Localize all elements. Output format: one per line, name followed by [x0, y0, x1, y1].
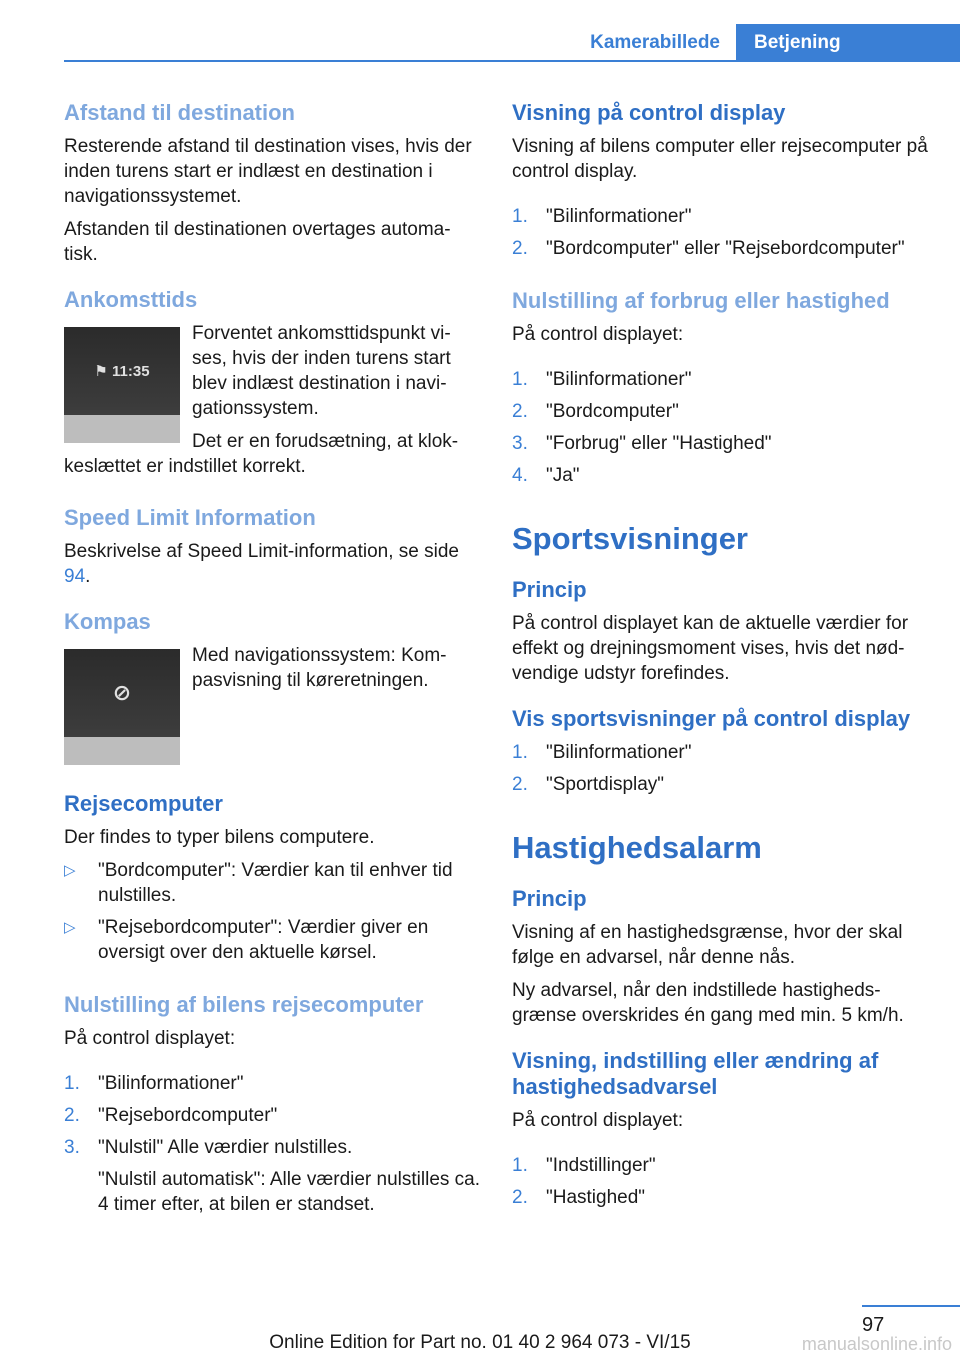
left-column: [64, 100, 480, 1224]
heading-princip-alarm: Princip: [512, 886, 587, 911]
heading-hastighedsalarm: Hastighedsalarm: [512, 830, 762, 865]
ankomsttids-image: [64, 327, 180, 443]
list-item: 1. "Indstillinger": [512, 1155, 656, 1176]
heading-visning-control: Visning på control display: [512, 100, 786, 125]
header-tab-section[interactable]: Kamerabillede: [590, 31, 720, 53]
arrival-time-readout: 11:35: [112, 362, 150, 380]
ankomsttids-text-2: Det er en forudsætning, at klok-keslættet er indstillet korrekt.: [64, 431, 459, 477]
afstand-text-1: Resterende afstand til destination vises, hvis der inden turens start er indlæst en destination i navigationssystemet.: [64, 136, 472, 207]
footer-edition: Online Edition for Part no. 01 40 2 964 073 - VI/15: [269, 1332, 691, 1353]
nulstilling-rejse-steps: [64, 1071, 480, 1217]
ankomsttids-text-1: Forventet ankomsttidspunkt vi-ses, hvis der inden turens start blev indlæst destination i navi-gationssystem.: [192, 323, 451, 419]
heading-princip-sport: Princip: [512, 577, 587, 602]
list-item: 2. "Hastighed": [512, 1187, 646, 1208]
nulstilling-forbrug-intro: På control displayet:: [512, 324, 684, 345]
step-extra-note: "Nulstil automatisk": Alle værdier nulstilles ca. 4 timer efter, at bilen er standset.: [98, 1169, 481, 1215]
flag-icon: ⚑: [94, 363, 113, 380]
triangle-bullet-icon: ▷: [64, 919, 76, 936]
list-item: 3. "Nulstil" Alle værdier nulstilles. "Nulstil automatisk": Alle værdier nulstilles ca. 4 timer efter, at bilen er standset.: [64, 1137, 481, 1215]
princip-sport-text: På control displayet kan de aktuelle værdier for effekt og drejningsmoment vises, hvis det nød-vendige udstyr forefindes.: [512, 613, 909, 684]
list-item: 2. "Rejsebordcomputer": [64, 1105, 278, 1126]
heading-speed-limit: Speed Limit Information: [64, 505, 316, 530]
kompas-text: Med navigationssystem: Kom-pasvisning til køreretningen.: [192, 645, 447, 691]
kompas-image: [64, 649, 180, 765]
header-tab-active[interactable]: Betjening: [736, 24, 960, 61]
list-item: 2. "Bordcomputer" eller "Rejsebordcomputer": [512, 238, 905, 259]
list-item: 2. "Bordcomputer": [512, 401, 679, 422]
list-item: 3. "Forbrug" eller "Hastighed": [512, 433, 772, 454]
hastighedsadvarsel-intro: På control displayet:: [512, 1110, 684, 1131]
afstand-text-2: Afstanden til destinationen overtages automa-tisk.: [64, 219, 451, 265]
heading-kompas: Kompas: [64, 609, 151, 634]
visning-control-steps: [512, 204, 932, 261]
heading-rejsecomputer: Rejsecomputer: [64, 791, 223, 816]
rejsecomputer-text: Der findes to typer bilens computere.: [64, 827, 375, 848]
princip-alarm-text-2: Ny advarsel, når den indstillede hastigheds-grænse overskrides én gang med min. 5 km/h.: [512, 980, 904, 1026]
list-item: 1. "Bilinformationer": [512, 206, 692, 227]
heading-nulstilling-rejse: Nulstilling af bilens rejsecomputer: [64, 992, 424, 1017]
list-item: ▷ "Rejsebordcomputer": Værdier giver en oversigt over den aktuelle kørsel.: [64, 917, 429, 963]
list-item: 1. "Bilinformationer": [512, 369, 692, 390]
heading-ankomsttids: Ankomsttids: [64, 287, 198, 312]
compass-icon: ⊘: [112, 680, 132, 705]
rejsecomputer-bullets: [64, 858, 480, 965]
speed-limit-text: Beskrivelse af Speed Limit-information, se side 94.: [64, 541, 459, 587]
nulstilling-rejse-intro: På control displayet:: [64, 1028, 236, 1049]
list-item: ▷ "Bordcomputer": Værdier kan til enhver tid nulstilles.: [64, 860, 453, 906]
visning-control-text: Visning af bilens computer eller rejsecomputer på control display.: [512, 136, 928, 182]
watermark: manualsonline.info: [801, 1334, 952, 1354]
hastighedsadvarsel-steps: [512, 1153, 932, 1210]
vis-sport-steps: [512, 740, 932, 797]
header-rule: [64, 60, 960, 62]
heading-vis-sport: Vis sportsvisninger på control display: [512, 706, 911, 731]
nulstilling-forbrug-steps: [512, 367, 932, 488]
princip-alarm-text-1: Visning af en hastighedsgrænse, hvor der skal følge en advarsel, når denne nås.: [512, 922, 903, 968]
heading-hastighedsadvarsel: Visning, indstilling eller ændring af hastighedsadvarsel: [512, 1048, 879, 1099]
page-number: 97: [862, 1314, 885, 1336]
heading-nulstilling-forbrug: Nulstilling af forbrug eller hastighed: [512, 288, 890, 313]
list-item: 1. "Bilinformationer": [64, 1073, 244, 1094]
list-item: 4. "Ja": [512, 465, 580, 486]
page-link-94[interactable]: 94: [64, 566, 86, 587]
list-item: 1. "Bilinformationer": [512, 742, 692, 763]
triangle-bullet-icon: ▷: [64, 862, 76, 879]
right-column: [512, 100, 932, 1217]
heading-sportsvisninger: Sportsvisninger: [512, 521, 748, 556]
footer-rule: [862, 1305, 960, 1307]
list-item: 2. "Sportdisplay": [512, 774, 665, 795]
heading-afstand: Afstand til destination: [64, 100, 295, 125]
